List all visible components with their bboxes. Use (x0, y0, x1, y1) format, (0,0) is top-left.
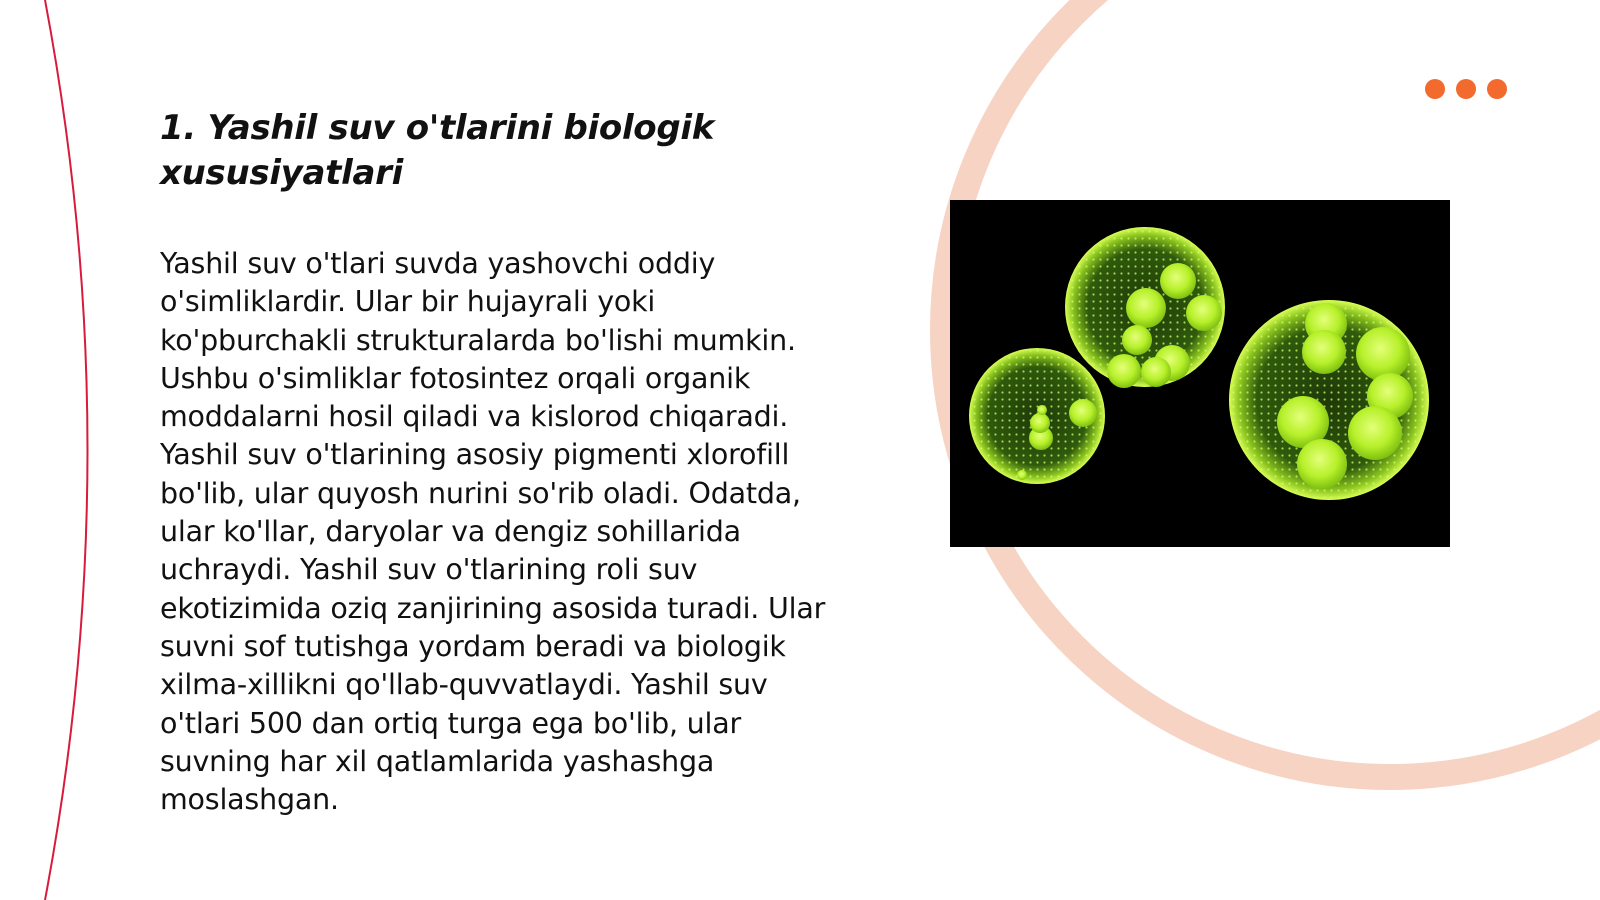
accent-dot (1487, 79, 1507, 99)
accent-dot (1456, 79, 1476, 99)
slide-title: 1. Yashil suv o'tlarini biologik xususiyatlari (160, 108, 715, 193)
green-algae-image (950, 200, 1450, 547)
left-accent-curve (45, 0, 88, 900)
algae-colony-left (969, 348, 1105, 484)
accent-dots (1425, 79, 1507, 99)
accent-dot (1425, 79, 1445, 99)
algae-colony-right (1229, 300, 1429, 500)
algae-colony-top (1065, 227, 1225, 388)
slide-body-text: Yashil suv o'tlari suvda yashovchi oddiy o'simliklardir. Ular bir hujayrali yoki ko'pburchakli strukturalarda bo'lishi mumkin. Ushbu o'simliklar fotosintez orqali organik moddalarni hosil qiladi va kislorod chiqaradi. Yashil suv o'tlarining asosiy pigmenti xlorofill bo'lib, ular quyosh nurini so'rib oladi. Odatda, ular ko'llar, daryolar va dengiz sohillarida uchraydi. Yashil suv o'tlarining roli suv ekotizimida oziq zanjirining asosida turadi. Ular suvni sof tutishga yordam beradi va biologik xilma-xillikni qo'llab-quvvatlaydi. Yashil suv o'tlari 500 dan ortiq turga ega bo'lib, ular suvning har xil qatlamlarida yashashga moslashgan. (160, 247, 826, 817)
